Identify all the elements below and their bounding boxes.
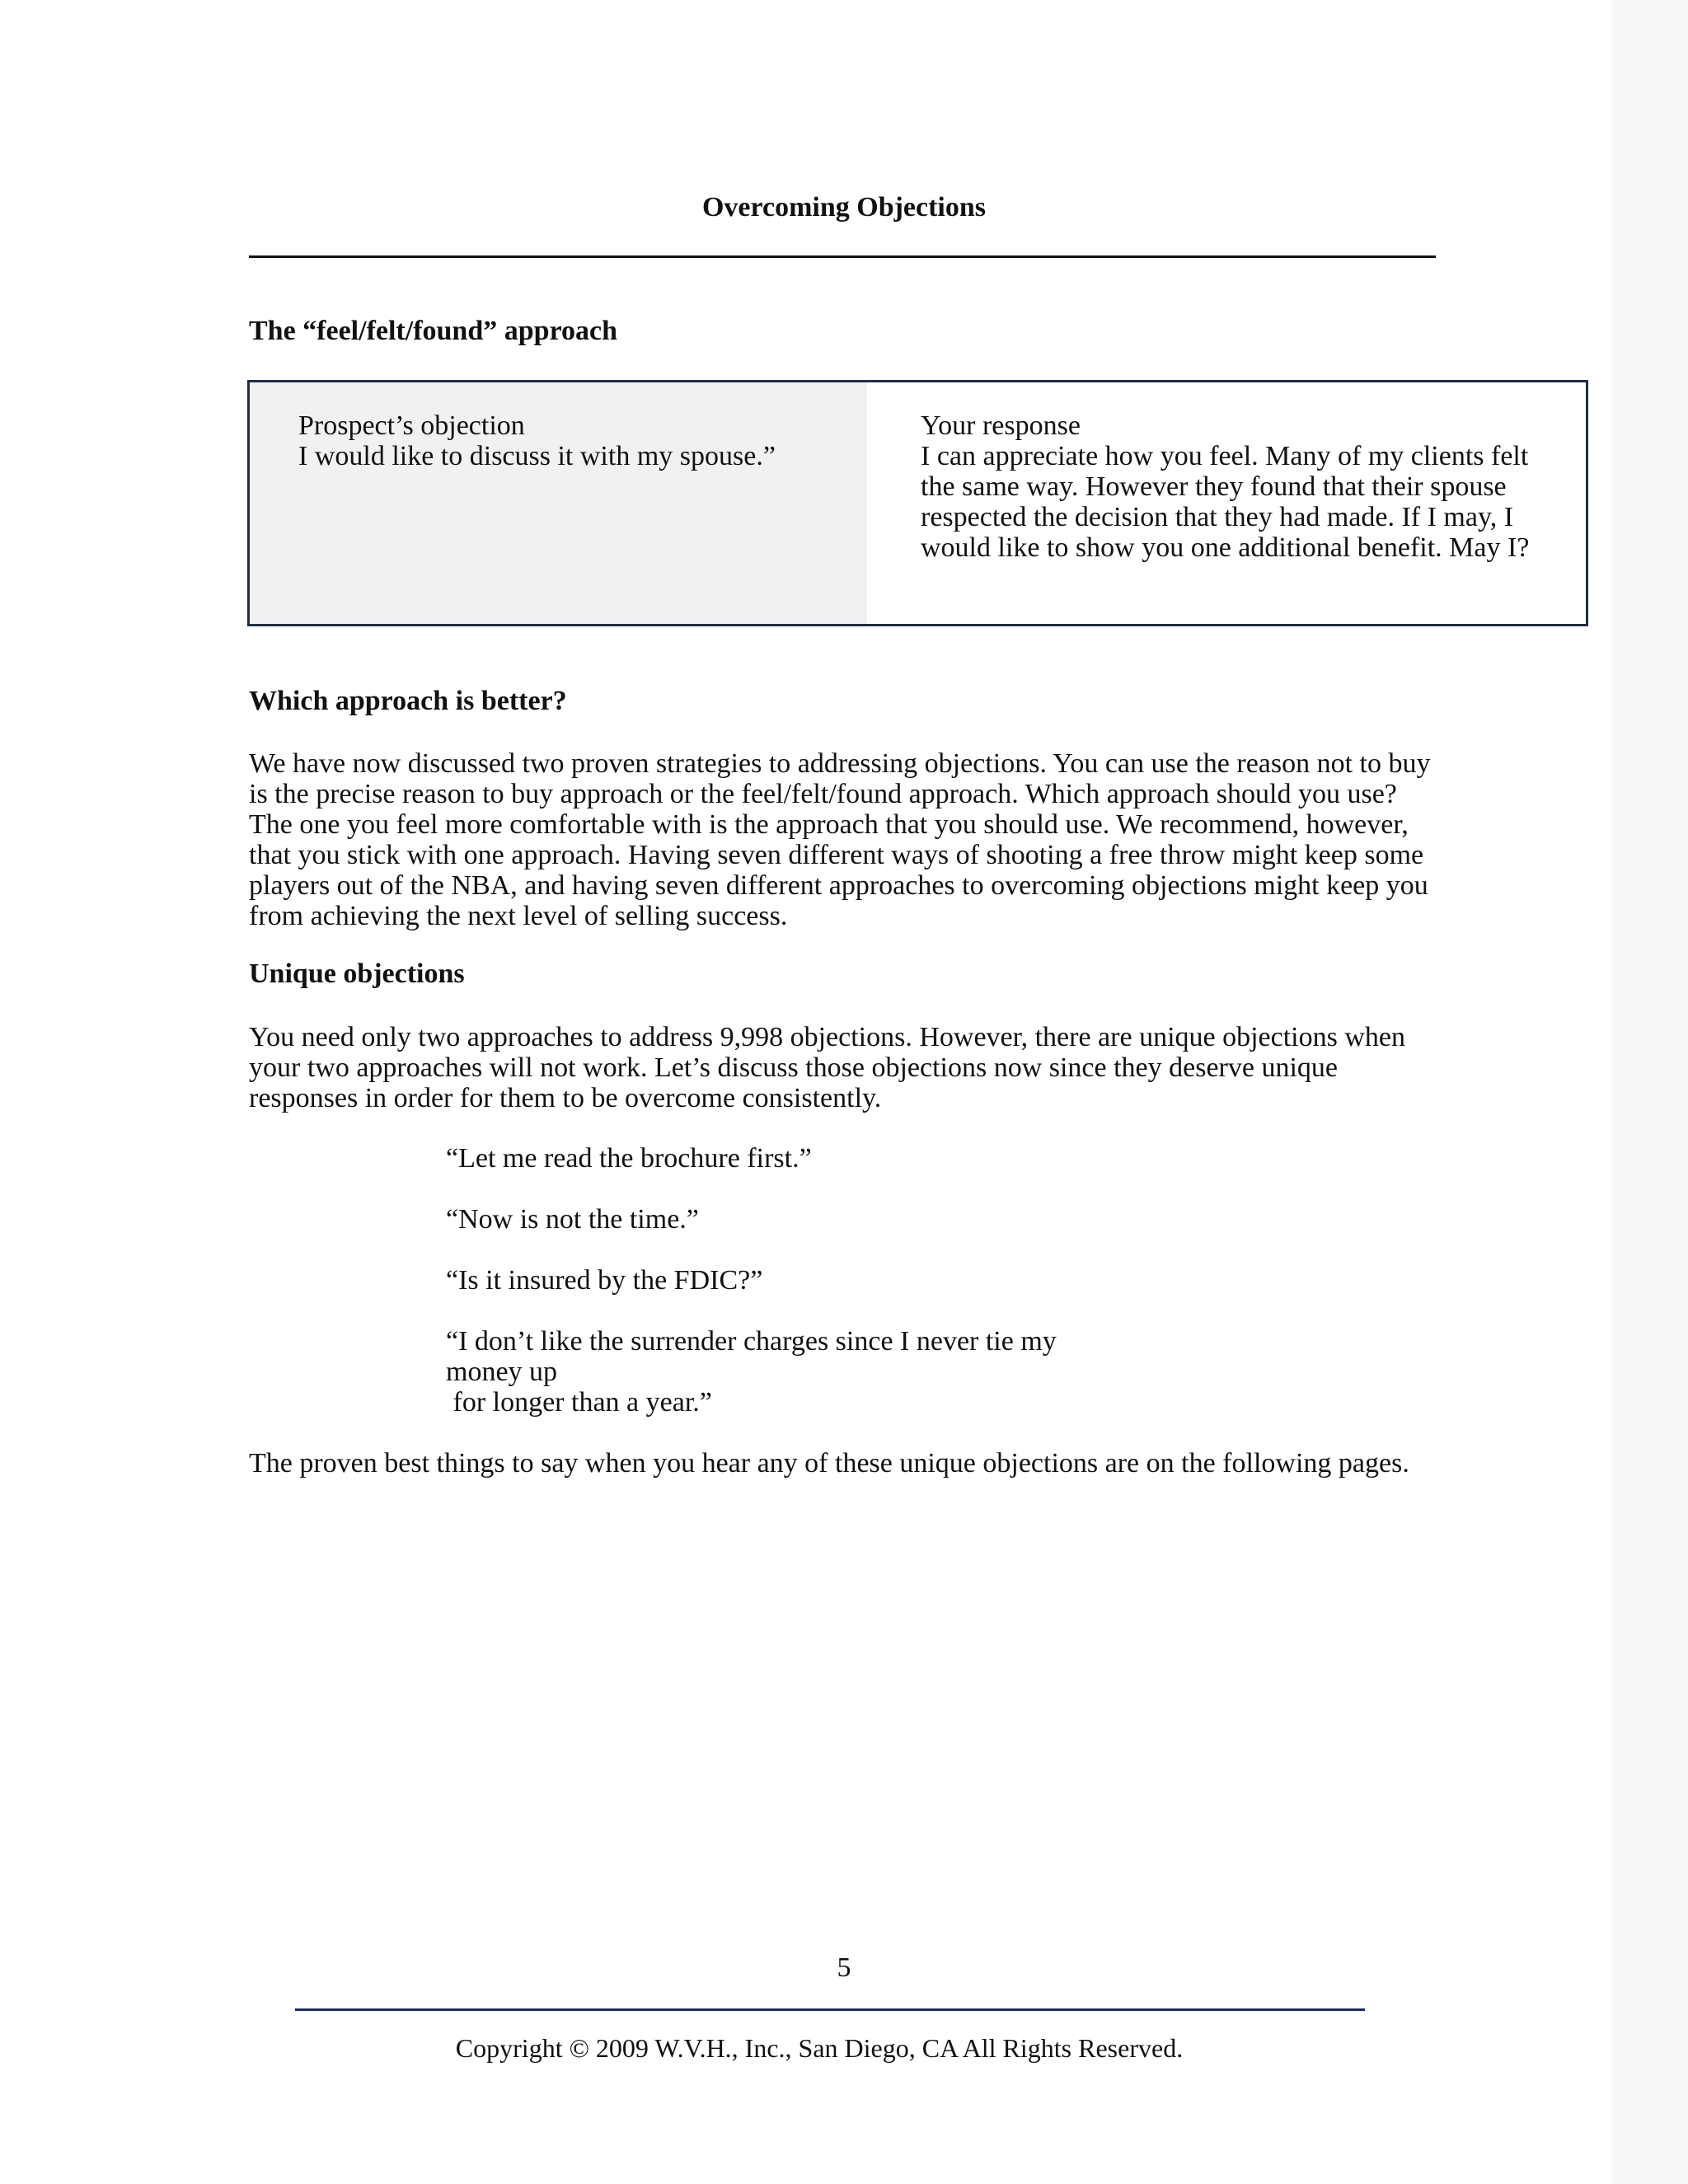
quote-fdic: “Is it insured by the FDIC?” <box>446 1265 763 1296</box>
quote-not-the-time: “Now is not the time.” <box>446 1204 699 1235</box>
page-header-title: Overcoming Objections <box>701 192 987 223</box>
quote-surrender-charges <box>446 1326 1057 1418</box>
your-response-cell <box>867 382 1586 624</box>
section-heading-which-better: Which approach is better? <box>249 686 567 716</box>
quote-surrender-line-2: money up <box>446 1357 558 1387</box>
your-response-header: Your response <box>921 410 1081 441</box>
section-heading-unique-objections: Unique objections <box>249 958 465 989</box>
paragraph-unique-objections: You need only two approaches to address 9,998 objections. However, there are unique objections when your two approaches will not work. Let’s discuss those objections now since they deserve unique responses in order for them to be overcome consistently. <box>249 1022 1405 1113</box>
quote-surrender-line-3: for longer than a year.” <box>446 1387 712 1418</box>
section-heading-feel-felt-found: The “feel/felt/found” approach <box>249 316 618 346</box>
header-divider <box>249 255 1436 258</box>
objection-response-table <box>247 380 1588 626</box>
prospect-objection-header: Prospect’s objection <box>298 410 525 441</box>
footer-divider <box>295 2008 1365 2011</box>
quote-surrender-line-1: “I don’t like the surrender charges since I never tie my <box>446 1326 1057 1357</box>
your-response-text: I can appreciate how you feel. Many of my clients felt the same way. However they found that their spouse respected the decision that they had made. If I may, I would like to show you one additional benefit. May I? <box>921 441 1530 563</box>
paragraph-closing: The proven best things to say when you hear any of these unique objections are on the following pages. <box>249 1448 1409 1479</box>
page-number: 5 <box>837 1952 851 1983</box>
paragraph-which-better: We have now discussed two proven strategies to addressing objections. You can use the reason not to buy is the precise reason to buy approach or the feel/felt/found approach. Which approach should you use? The one you feel more comfortable with is the approach that you should use. We recommend, however, that you stick with one approach. Having seven different ways of shooting a free throw might keep some players out of the NBA, and having seven different approaches to overcoming objections might keep you from achieving the next level of selling success. <box>249 748 1431 931</box>
prospect-objection-text: I would like to discuss it with my spouse.” <box>298 441 776 471</box>
prospect-objection-cell <box>250 382 867 624</box>
copyright-notice: Copyright © 2009 W.V.H., Inc., San Diego, CA All Rights Reserved. <box>455 2033 1184 2063</box>
quote-brochure: “Let me read the brochure first.” <box>446 1143 812 1174</box>
